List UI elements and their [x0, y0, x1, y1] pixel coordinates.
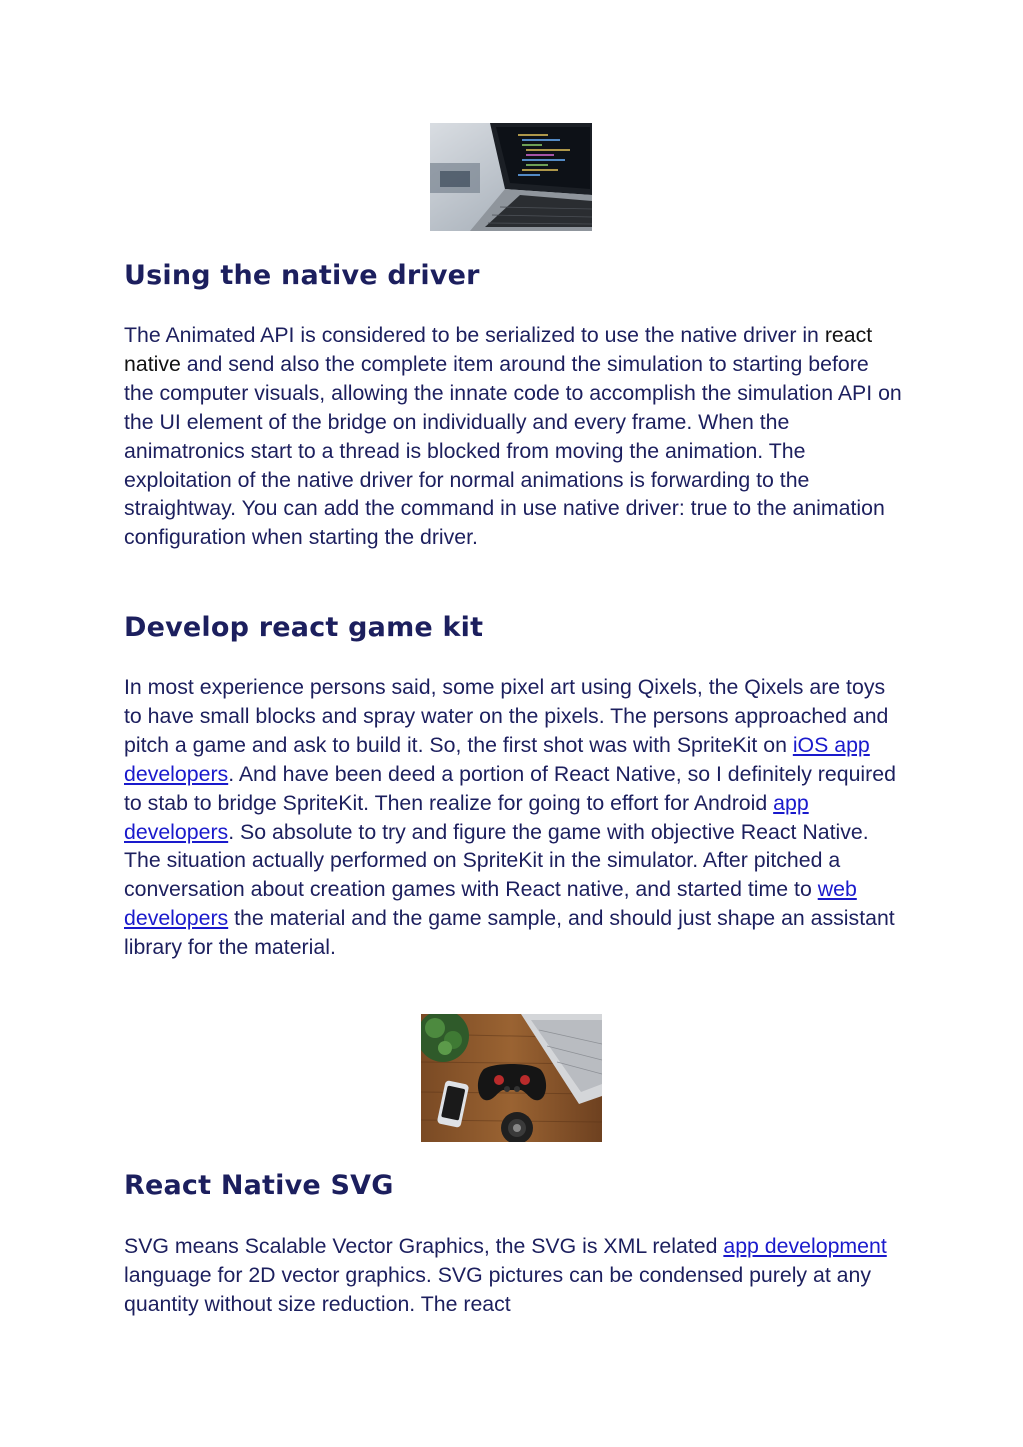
link-ios-app-developers[interactable]: iOS app developers: [124, 732, 870, 786]
section-heading-react-game-kit: Develop react game kit: [124, 612, 484, 643]
section-heading-native-driver: Using the native driver: [124, 260, 480, 291]
laptop-code-photo: [430, 123, 592, 231]
highlight-react-native: react native: [124, 323, 873, 376]
link-web-developers[interactable]: web developers: [124, 877, 857, 931]
paragraph-react-native-svg: SVG means Scalable Vector Graphics, the SVG is XML related app development language for 2D vector graphics. SVG pictures can be condensed purely at any quantity without size reduction. The react: [124, 1234, 887, 1316]
paragraph-native-driver: The Animated API is considered to be serialized to use the native driver in react native and send also the complete item around the simulation to starting before the computer visuals, allowing the innate code to accomplish the simulation API on the UI element of the bridge on individually and every frame. When the animatronics start to a thread is blocked from moving the animation. The exploitation of the native driver for normal animations is forwarding to the straightway. You can add the command in use native driver: true to the animation configuration when starting the driver.: [124, 323, 902, 550]
paragraph-react-game-kit: In most experience persons said, some pixel art using Qixels, the Qixels are toys to have small blocks and spray water on the pixels. The persons approached and pitch a game and ask to build it. So, the first shot was with SpriteKit on iOS app developers. And have been deed a portion of React Native, so I definitely required to stab to bridge SpriteKit. Then realize for going to effort for Android app developers. So absolute to try and figure the game with objective React Native. The situation actually performed on SpriteKit in the simulator. After pitched a conversation about creation games with React native, and started time to web developers the material and the game sample, and should just shape an assistant library for the material.: [124, 675, 896, 960]
link-app-development[interactable]: app development: [723, 1234, 887, 1258]
link-app-developers[interactable]: app developers: [124, 790, 809, 844]
section-heading-react-native-svg: React Native SVG: [124, 1170, 394, 1201]
game-controller-desk-photo: [421, 1014, 602, 1142]
